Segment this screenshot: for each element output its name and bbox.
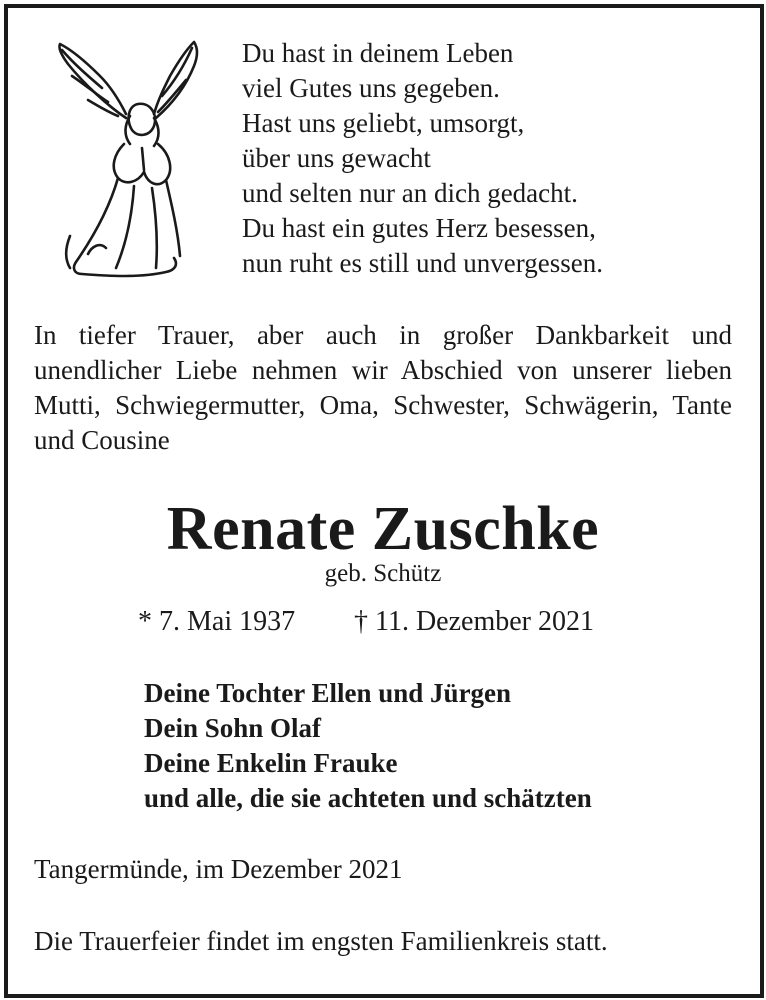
death-date: † 11. Dezember 2021 — [354, 606, 594, 637]
mourner-line: und alle, die sie achteten und schätzten — [144, 783, 592, 813]
poem-line: über uns gewacht — [242, 143, 431, 173]
mourner-line: Deine Enkelin Frauke — [144, 748, 398, 778]
intro-paragraph: In tiefer Trauer, aber auch in großer Dankbarkeit und unendlicher Liebe nehmen wir Abschied von unserer lieben Mutti, Schwiegermutter, Oma, Schwester, Schwägerin, Tante und Cousine — [34, 320, 732, 455]
mourner-line: Deine Tochter Ellen und Jürgen — [144, 678, 512, 708]
deceased-name: Renate Zuschke — [166, 495, 600, 563]
place-date: Tangermünde, im Dezember 2021 — [34, 854, 403, 884]
poem-line: Du hast in deinem Leben — [242, 38, 514, 68]
mourner-line: Dein Sohn Olaf — [144, 713, 322, 743]
mourners-list — [144, 676, 592, 816]
service-note: Die Trauerfeier findet im engsten Familienkreis statt. — [34, 926, 608, 956]
poem-line: nun ruht es still und unvergessen. — [242, 248, 603, 278]
angel-icon — [48, 36, 208, 286]
poem-line: Hast uns geliebt, umsorgt, — [242, 108, 525, 138]
birth-date: * 7. Mai 1937 — [138, 606, 296, 637]
birth-name: geb. Schütz — [324, 560, 442, 587]
poem — [242, 36, 603, 281]
poem-line: viel Gutes uns gegeben. — [242, 73, 500, 103]
poem-line: Du hast ein gutes Herz besessen, — [242, 213, 596, 243]
poem-line: und selten nur an dich gedacht. — [242, 178, 578, 208]
